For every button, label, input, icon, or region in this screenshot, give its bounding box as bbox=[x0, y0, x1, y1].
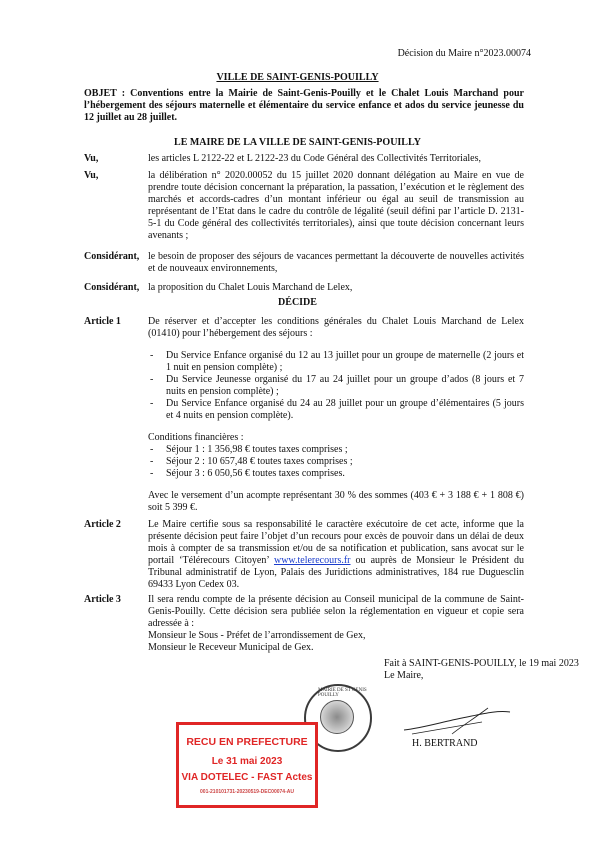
prefecture-stamp-date: Le 31 mai 2023 bbox=[211, 756, 283, 767]
recipient-receveur: Monsieur le Receveur Municipal de Gex. bbox=[148, 642, 314, 653]
handwritten-signature bbox=[402, 700, 512, 740]
prefecture-stamp bbox=[176, 722, 318, 808]
visa-label: Vu, bbox=[84, 153, 99, 164]
considerant-row bbox=[84, 282, 524, 294]
list-item: - Séjour 1 : 1 356,98 € toutes taxes comprises ; bbox=[148, 444, 524, 456]
decision-reference: Décision du Maire n°2023.00074 bbox=[397, 48, 531, 59]
decide-heading: DÉCIDE bbox=[278, 297, 317, 308]
conditions-list bbox=[148, 444, 524, 480]
seal-text: MAIRIE DE ST GENIS POUILLY bbox=[318, 688, 367, 698]
article-3-label: Article 3 bbox=[84, 594, 121, 605]
list-item: - Du Service Enfance organisé du 24 au 28 juillet pour un groupe d’élémentaires (5 jours et 4 nuits en pension complète). bbox=[148, 398, 524, 422]
prefecture-stamp-code: 001-210101731-20230519-DEC00074-AU bbox=[200, 789, 294, 795]
list-item: - Séjour 2 : 10 657,48 € toutes taxes comprises ; bbox=[148, 456, 524, 468]
visa-text: les articles L 2122-22 et L 2122-23 du Code Général des Collectivités Territoriales, bbox=[148, 153, 482, 164]
prefecture-stamp-title: RECU EN PREFECTURE bbox=[186, 736, 308, 748]
fait-a: Fait à SAINT-GENIS-POUILLY, le 19 mai 2023 bbox=[384, 658, 579, 669]
considerant-row bbox=[84, 251, 524, 275]
city-title: VILLE DE SAINT-GENIS-POUILLY bbox=[216, 72, 379, 83]
sejours-list bbox=[148, 350, 524, 422]
list-item: - Du Service Jeunesse organisé du 17 au 24 juillet pour un groupe d’ados (8 jours et 7 nuits en pension complète) ; bbox=[148, 374, 524, 398]
article-1-label: Article 1 bbox=[84, 316, 121, 327]
prefecture-stamp-via: VIA DOTELEC - FAST Actes bbox=[181, 772, 313, 783]
acompte-text: Avec le versement d’un acompte représentant 30 % des sommes (403 € + 3 188 € + 1 808 €) soit 5 399 €. bbox=[148, 490, 524, 513]
le-maire: Le Maire, bbox=[384, 670, 424, 681]
considerant-label: Considérant, bbox=[84, 251, 140, 262]
list-item: - Séjour 3 : 6 050,56 € toutes taxes comprises. bbox=[148, 468, 524, 480]
article-2-text: Le Maire certifie sous sa responsabilité le caractère exécutoire de cet acte, informe que la présente décision peut faire l’objet d’un recours pour excès de pouvoir dans un délai de deux mois à compter de sa transmission et/ou de sa notification et publication, sans avocat sur le portail ‘Télérecours Citoyen’ www.telerecours.fr ou auprès de Monsieur le Président du Tribunal administratif de Lyon, Palais des Juridictions administratives, 184 rue Duguesclin 69433 Lyon Cedex 03. bbox=[148, 519, 524, 590]
objet-paragraph: OBJET : Conventions entre la Mairie de Saint-Genis-Pouilly et le Chalet Louis Marchand pour l’hébergement des séjours maternelle et élémentaire du service enfance et ados du service jeunesse du 12 juillet au 28 juillet. bbox=[84, 88, 524, 123]
maire-name: H. BERTRAND bbox=[412, 738, 478, 749]
maire-heading: LE MAIRE DE LA VILLE DE SAINT-GENIS-POUILLY bbox=[174, 137, 421, 148]
article-1-intro: De réserver et d’accepter les conditions générales du Chalet Louis Marchand de Lelex (01410) pour l’hébergement des séjours : bbox=[148, 316, 524, 339]
list-item: - Du Service Enfance organisé du 12 au 13 juillet pour un groupe de maternelle (2 jours et 1 nuit en pension complète) ; bbox=[148, 350, 524, 374]
visa-row bbox=[84, 153, 524, 165]
recipient-sous-prefet: Monsieur le Sous - Préfet de l’arrondissement de Gex, bbox=[148, 630, 366, 641]
considerant-text: la proposition du Chalet Louis Marchand de Lelex, bbox=[148, 282, 353, 293]
article-3 bbox=[84, 594, 524, 630]
telerecours-link[interactable]: www.telerecours.fr bbox=[273, 555, 351, 566]
article-1 bbox=[84, 316, 524, 514]
considerant-label: Considérant, bbox=[84, 282, 140, 293]
article-2-label: Article 2 bbox=[84, 519, 121, 530]
article-2 bbox=[84, 519, 524, 591]
visa-label: Vu, bbox=[84, 170, 99, 181]
seal-emblem-icon bbox=[320, 700, 354, 734]
visa-row bbox=[84, 170, 524, 242]
considerant-text: le besoin de proposer des séjours de vacances permettant la découverte de nouvelles activités et de nouveaux environnements, bbox=[148, 251, 524, 274]
conditions-title: Conditions financières : bbox=[148, 432, 244, 443]
article-3-text: Il sera rendu compte de la présente décision au Conseil municipal de la commune de Saint-Genis-Pouilly. Cette décision sera publiée selon la réglementation en vigueur et copie sera adressée à : bbox=[148, 594, 524, 629]
visa-text: la délibération n° 2020.00052 du 15 juillet 2020 donnant délégation au Maire en vue de prendre toute décision concernant la préparation, la passation, l’exécution et le règlement des marchés et accords-cadres d’un montant inférieur ou égal au seuil de transmission au représentant de l’Etat dans le cadre du contrôle de légalité (seuil défini par l’article D. 2131-5-1 du Code général des collectivités territoriales), ainsi que toute décision concernant leurs avenants ; bbox=[148, 170, 524, 241]
